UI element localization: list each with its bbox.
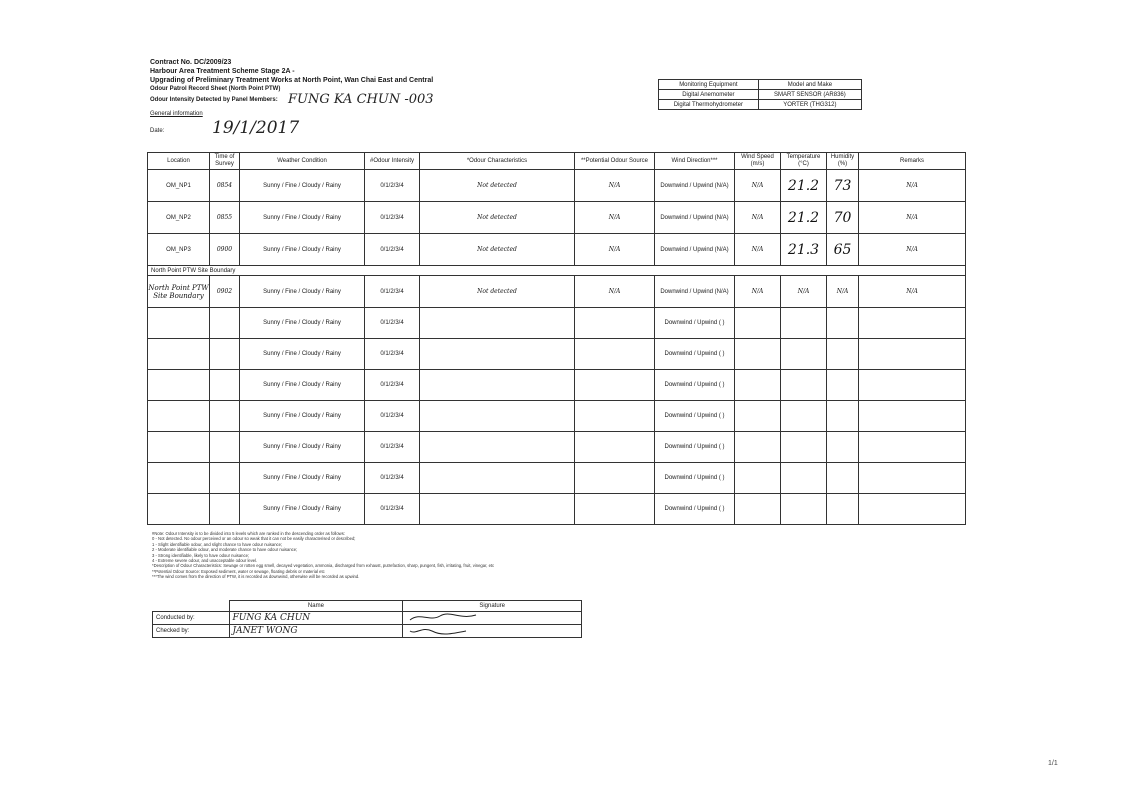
- project-title: Harbour Area Treatment Scheme Stage 2A -: [150, 68, 295, 75]
- equipment-name: Digital Thermohydrometer: [659, 100, 759, 110]
- wind-speed-cell: [735, 308, 781, 339]
- time-cell: [210, 370, 240, 401]
- temperature-cell: [781, 308, 827, 339]
- col-header: Time of Survey: [210, 153, 240, 170]
- weather-cell: Sunny / Fine / Cloudy / Rainy: [240, 463, 365, 494]
- source-cell: N/A: [575, 170, 655, 202]
- location-cell: OM_NP3: [148, 234, 210, 266]
- odour-cell: [420, 401, 575, 432]
- general-info-label: General information: [150, 111, 203, 117]
- checked-signature: [403, 625, 582, 638]
- odour-cell: [420, 370, 575, 401]
- time-cell: [210, 308, 240, 339]
- col-header: Weather Condition: [240, 153, 365, 170]
- location-cell: [148, 463, 210, 494]
- section-label: North Point PTW Site Boundary: [148, 266, 966, 276]
- time-cell: 0854: [210, 170, 240, 202]
- time-cell: 0900: [210, 234, 240, 266]
- weather-cell: Sunny / Fine / Cloudy / Rainy: [240, 234, 365, 266]
- col-header: Wind Speed (m/s): [735, 153, 781, 170]
- wind-speed-cell: N/A: [735, 234, 781, 266]
- conducted-label: Conducted by:: [153, 612, 230, 625]
- sheet-title: Odour Patrol Record Sheet (North Point PTW): [150, 86, 281, 92]
- intensity-cell: 0/1/2/3/4: [365, 432, 420, 463]
- checked-name: JANET WONG: [229, 625, 403, 638]
- signature-scribble: [406, 625, 486, 635]
- name-header: Name: [229, 601, 403, 612]
- signature-scribble: [406, 612, 486, 622]
- remarks-cell: [859, 463, 966, 494]
- note-line: 1 - Slight identifiable odour, and slight chance to have odour nuisance;: [152, 541, 283, 547]
- temperature-cell: 21.3: [781, 234, 827, 266]
- weather-cell: Sunny / Fine / Cloudy / Rainy: [240, 308, 365, 339]
- remarks-cell: N/A: [859, 276, 966, 308]
- humidity-cell: [827, 339, 859, 370]
- temperature-cell: [781, 463, 827, 494]
- intensity-cell: 0/1/2/3/4: [365, 494, 420, 525]
- intensity-cell: 0/1/2/3/4: [365, 234, 420, 266]
- table-row: [148, 202, 966, 234]
- wind-speed-cell: [735, 339, 781, 370]
- wind-speed-cell: N/A: [735, 170, 781, 202]
- location-cell: [148, 370, 210, 401]
- location-cell: North Point PTW Site Boundary: [148, 276, 210, 308]
- time-cell: [210, 432, 240, 463]
- note-line: ***The wind comes from the direction of PTW, it is recorded as downwind, otherwise will be recorded as upwind.: [152, 574, 360, 580]
- intensity-cell: 0/1/2/3/4: [365, 463, 420, 494]
- intensity-cell: 0/1/2/3/4: [365, 401, 420, 432]
- wind-direction-cell: Downwind / Upwind ( ): [655, 463, 735, 494]
- section-row: [148, 266, 966, 276]
- humidity-cell: 65: [827, 234, 859, 266]
- note-line: 0 - Not detected. No odour perceived or an odour so weak that it can not be easily characterised or described;: [152, 536, 356, 542]
- table-row: [148, 234, 966, 266]
- temperature-cell: [781, 401, 827, 432]
- table-row: [148, 276, 966, 308]
- equipment-table: [658, 79, 862, 110]
- odour-cell: Not detected: [420, 170, 575, 202]
- signoff-table: [152, 600, 582, 638]
- note-line: 2 - Moderate identifiable odour, and moderate chance to have odour nuisance;: [152, 547, 298, 553]
- wind-direction-cell: Downwind / Upwind (N/A): [655, 234, 735, 266]
- humidity-cell: [827, 401, 859, 432]
- notes-block: [152, 531, 592, 580]
- signoff-row: [153, 612, 582, 625]
- signature-header: Signature: [403, 601, 582, 612]
- wind-direction-cell: Downwind / Upwind (N/A): [655, 170, 735, 202]
- table-row: [148, 339, 966, 370]
- weather-cell: Sunny / Fine / Cloudy / Rainy: [240, 339, 365, 370]
- source-cell: [575, 370, 655, 401]
- equipment-header-cell: Monitoring Equipment: [659, 80, 759, 90]
- weather-cell: Sunny / Fine / Cloudy / Rainy: [240, 401, 365, 432]
- source-cell: [575, 463, 655, 494]
- odour-cell: [420, 494, 575, 525]
- wind-speed-cell: [735, 463, 781, 494]
- wind-direction-cell: Downwind / Upwind (N/A): [655, 276, 735, 308]
- col-header: Remarks: [859, 153, 966, 170]
- intensity-cell: 0/1/2/3/4: [365, 370, 420, 401]
- time-cell: 0855: [210, 202, 240, 234]
- odour-record-table: [147, 152, 966, 525]
- weather-cell: Sunny / Fine / Cloudy / Rainy: [240, 370, 365, 401]
- note-line: *Description of Odour Characteristics: Sewage or rotten egg smell, decayed vegetation, ammonia, discharged from exhaust, putrefaction, sharp, pungent, fish, irritating, fruit, vinegar, etc: [152, 563, 495, 569]
- humidity-cell: [827, 370, 859, 401]
- location-cell: [148, 339, 210, 370]
- signoff-row: [153, 625, 582, 638]
- source-cell: N/A: [575, 234, 655, 266]
- panel-member-name: FUNG KA CHUN -003: [288, 92, 434, 107]
- humidity-cell: 73: [827, 170, 859, 202]
- table-row: [148, 401, 966, 432]
- remarks-cell: [859, 339, 966, 370]
- source-cell: N/A: [575, 276, 655, 308]
- location-cell: [148, 308, 210, 339]
- col-header: *Odour Characteristics: [420, 153, 575, 170]
- wind-direction-cell: Downwind / Upwind ( ): [655, 401, 735, 432]
- weather-cell: Sunny / Fine / Cloudy / Rainy: [240, 170, 365, 202]
- works-title: Upgrading of Preliminary Treatment Works at North Point, Wan Chai East and Central: [150, 77, 434, 84]
- wind-speed-cell: [735, 370, 781, 401]
- col-header: **Potential Odour Source: [575, 153, 655, 170]
- time-cell: [210, 401, 240, 432]
- remarks-cell: N/A: [859, 202, 966, 234]
- table-row: [148, 170, 966, 202]
- remarks-cell: N/A: [859, 234, 966, 266]
- wind-speed-cell: [735, 401, 781, 432]
- panel-label: Odour Intensity Detected by Panel Members:: [150, 97, 278, 103]
- remarks-cell: [859, 308, 966, 339]
- remarks-cell: [859, 432, 966, 463]
- wind-direction-cell: Downwind / Upwind ( ): [655, 432, 735, 463]
- humidity-cell: 70: [827, 202, 859, 234]
- temperature-cell: 21.2: [781, 202, 827, 234]
- table-row: [148, 463, 966, 494]
- location-cell: [148, 432, 210, 463]
- note-line: 3 - Strong identifiable, likely to have odour nuisance;: [152, 552, 250, 558]
- humidity-cell: N/A: [827, 276, 859, 308]
- equipment-row: [659, 90, 862, 100]
- location-cell: [148, 401, 210, 432]
- note-line: #Note: Odour Intensity is to be divided into 5 levels which are ranked in the descending order as follows:: [152, 531, 345, 536]
- col-header: Temperature (°C): [781, 153, 827, 170]
- table-row: [148, 432, 966, 463]
- odour-cell: Not detected: [420, 276, 575, 308]
- odour-cell: [420, 463, 575, 494]
- source-cell: [575, 494, 655, 525]
- location-cell: [148, 494, 210, 525]
- col-header: Wind Direction***: [655, 153, 735, 170]
- intensity-cell: 0/1/2/3/4: [365, 339, 420, 370]
- note-line: 4 - Extreme severe odour, and unacceptable odour level.: [152, 558, 258, 564]
- table-row: [148, 494, 966, 525]
- temperature-cell: N/A: [781, 276, 827, 308]
- wind-direction-cell: Downwind / Upwind ( ): [655, 308, 735, 339]
- signoff-header-row: [153, 601, 582, 612]
- checked-label: Checked by:: [153, 625, 230, 638]
- remarks-cell: [859, 401, 966, 432]
- remarks-cell: N/A: [859, 170, 966, 202]
- table-row: [148, 370, 966, 401]
- col-header: Humidity (%): [827, 153, 859, 170]
- table-row: [148, 308, 966, 339]
- source-cell: [575, 432, 655, 463]
- humidity-cell: [827, 308, 859, 339]
- intensity-cell: 0/1/2/3/4: [365, 170, 420, 202]
- location-cell: OM_NP2: [148, 202, 210, 234]
- source-cell: [575, 401, 655, 432]
- wind-speed-cell: [735, 494, 781, 525]
- odour-cell: Not detected: [420, 202, 575, 234]
- wind-speed-cell: N/A: [735, 276, 781, 308]
- weather-cell: Sunny / Fine / Cloudy / Rainy: [240, 432, 365, 463]
- intensity-cell: 0/1/2/3/4: [365, 308, 420, 339]
- humidity-cell: [827, 463, 859, 494]
- col-header: Location: [148, 153, 210, 170]
- equipment-model: YORTER (THG312): [758, 100, 861, 110]
- wind-direction-cell: Downwind / Upwind ( ): [655, 494, 735, 525]
- wind-direction-cell: Downwind / Upwind ( ): [655, 339, 735, 370]
- weather-cell: Sunny / Fine / Cloudy / Rainy: [240, 202, 365, 234]
- odour-cell: Not detected: [420, 234, 575, 266]
- source-cell: [575, 308, 655, 339]
- temperature-cell: 21.2: [781, 170, 827, 202]
- time-cell: [210, 339, 240, 370]
- source-cell: N/A: [575, 202, 655, 234]
- conducted-signature: [403, 612, 582, 625]
- equipment-name: Digital Anemometer: [659, 90, 759, 100]
- odour-cell: [420, 432, 575, 463]
- equipment-header-row: [659, 80, 862, 90]
- location-cell: OM_NP1: [148, 170, 210, 202]
- intensity-cell: 0/1/2/3/4: [365, 276, 420, 308]
- table-header-row: [148, 153, 966, 170]
- wind-speed-cell: [735, 432, 781, 463]
- contract-number: Contract No. DC/2009/23: [150, 59, 232, 66]
- temperature-cell: [781, 494, 827, 525]
- conducted-name: FUNG KA CHUN: [229, 612, 403, 625]
- temperature-cell: [781, 370, 827, 401]
- time-cell: [210, 494, 240, 525]
- wind-speed-cell: N/A: [735, 202, 781, 234]
- equipment-model: SMART SENSOR (AR836): [758, 90, 861, 100]
- remarks-cell: [859, 494, 966, 525]
- weather-cell: Sunny / Fine / Cloudy / Rainy: [240, 276, 365, 308]
- odour-cell: [420, 308, 575, 339]
- intensity-cell: 0/1/2/3/4: [365, 202, 420, 234]
- note-line: **Potential Odour Source: Exposed sediment, water or sewage, floating debris or material etc: [152, 568, 325, 574]
- date-value: 19/1/2017: [212, 118, 300, 138]
- time-cell: [210, 463, 240, 494]
- date-label: Date:: [150, 128, 165, 134]
- humidity-cell: [827, 494, 859, 525]
- equipment-header-cell: Model and Make: [758, 80, 861, 90]
- equipment-row: [659, 100, 862, 110]
- odour-cell: [420, 339, 575, 370]
- humidity-cell: [827, 432, 859, 463]
- wind-direction-cell: Downwind / Upwind ( ): [655, 370, 735, 401]
- time-cell: 0902: [210, 276, 240, 308]
- temperature-cell: [781, 339, 827, 370]
- wind-direction-cell: Downwind / Upwind (N/A): [655, 202, 735, 234]
- source-cell: [575, 339, 655, 370]
- page-number: 1/1: [1048, 760, 1058, 767]
- remarks-cell: [859, 370, 966, 401]
- col-header: #Odour Intensity: [365, 153, 420, 170]
- weather-cell: Sunny / Fine / Cloudy / Rainy: [240, 494, 365, 525]
- temperature-cell: [781, 432, 827, 463]
